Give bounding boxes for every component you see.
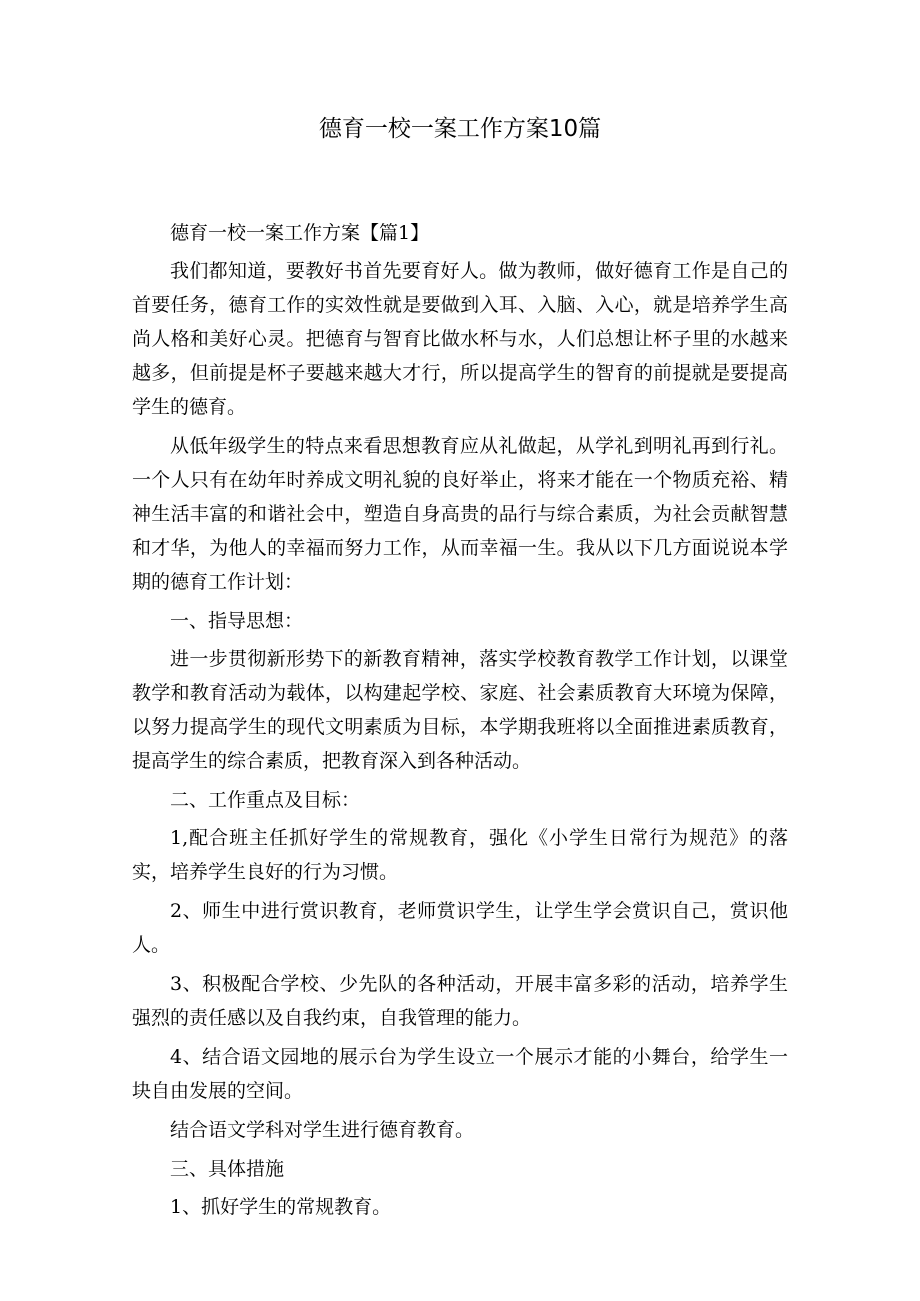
section-heading: 三、具体措施 (170, 1158, 285, 1180)
list-item: 3、积极配合学校、少先队的各种活动，开展丰富多彩的活动，培养学生强烈的责任感以及自我约束，自我管理的能力。 (132, 973, 788, 1029)
list-item: 1,配合班主任抓好学生的常规教育，强化《小学生日常行为规范》的落实，培养学生良好的行为习惯。 (132, 827, 788, 883)
body-paragraph: 我们都知道，要教好书首先要育好人。做为教师，做好德育工作是自己的首要任务，德育工作的实效性就是要做到入耳、入脑、入心，就是培养学生高尚人格和美好心灵。把德育与智育比做水杯与水，人们总想让杯子里的水越来越多，但前提是杯子要越来越大才行，所以提高学生的智育的前提就是要提高学生的德育。 (132, 260, 788, 418)
list-item: 1、抓好学生的常规教育。 (170, 1196, 392, 1218)
section-heading: 德育一校一案工作方案【篇1】 (170, 222, 430, 244)
body-paragraph: 结合语文学科对学生进行德育教育。 (170, 1119, 475, 1141)
list-item: 4、结合语文园地的展示台为学生设立一个展示才能的小舞台，给学生一块自由发展的空间。 (132, 1046, 788, 1102)
body-paragraph: 从低年级学生的特点来看思想教育应从礼做起，从学礼到明礼再到行礼。一个人只有在幼年时养成文明礼貌的良好举止，将来才能在一个物质充裕、精神生活丰富的和谐社会中，塑造自身高贵的品行与综合素质，为社会贡献智慧和才华，为他人的幸福而努力工作，从而幸福一生。我从以下几方面说说本学期的德育工作计划： (132, 435, 788, 593)
list-item: 2、师生中进行赏识教育，老师赏识学生，让学生学会赏识自己，赏识他人。 (132, 900, 788, 956)
section-heading: 二、工作重点及目标： (170, 789, 361, 811)
body-paragraph: 进一步贯彻新形势下的新教育精神，落实学校教育教学工作计划，以课堂教学和教育活动为载体，以构建起学校、家庭、社会素质教育大环境为保障，以努力提高学生的现代文明素质为目标，本学期我班将以全面推进素质教育，提高学生的综合素质，把教育深入到各种活动。 (132, 648, 788, 772)
document-body (132, 216, 788, 1229)
section-heading: 一、指导思想： (170, 610, 304, 632)
document-title: 德育一校一案工作方案10篇 (318, 116, 602, 142)
